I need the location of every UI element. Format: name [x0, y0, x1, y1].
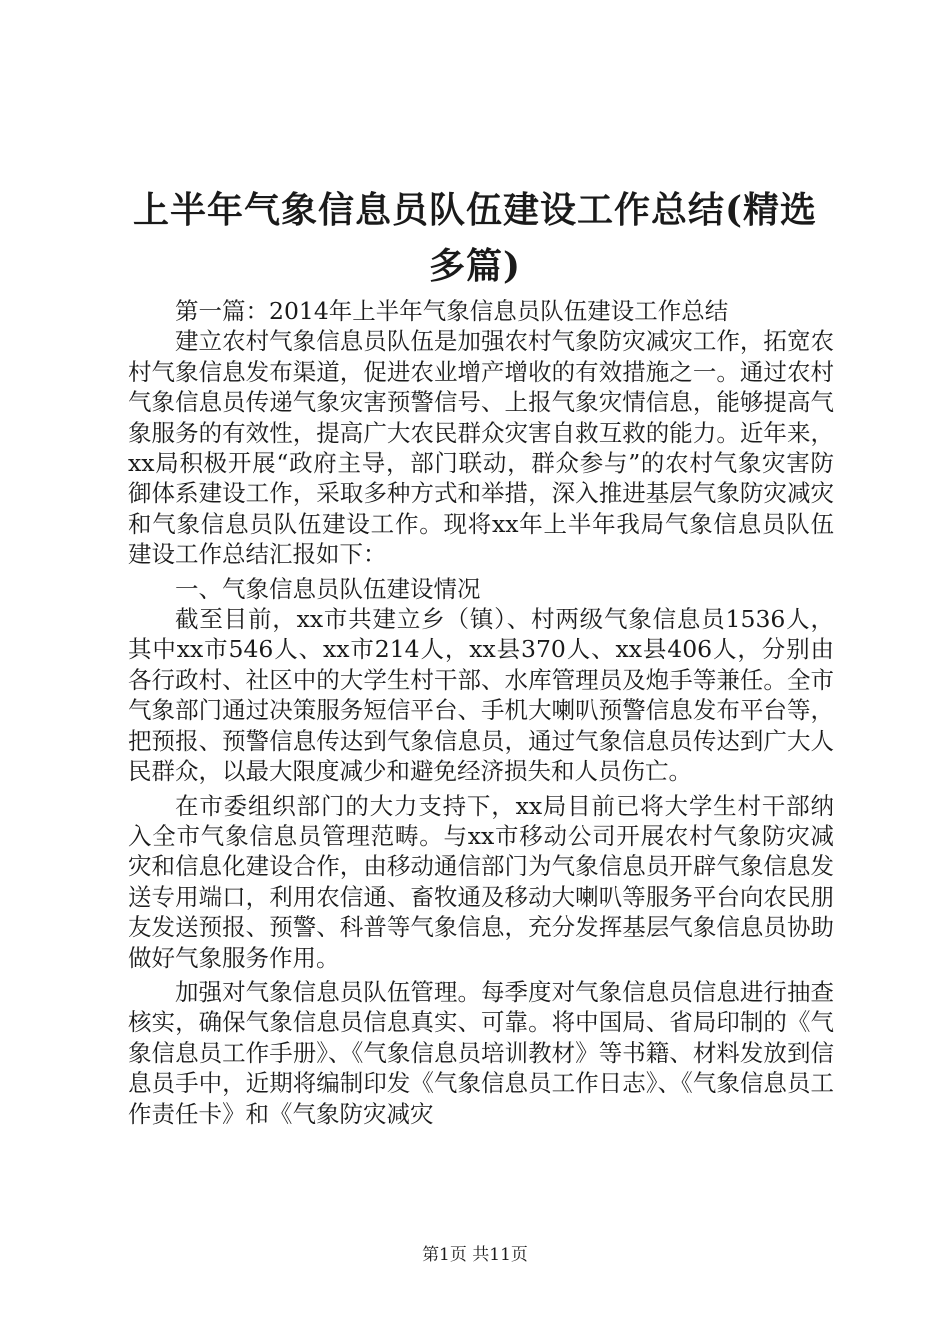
- document-title: 上半年气象信息员队伍建设工作总结(精选多篇): [132, 189, 818, 287]
- section-heading-part-one: 第一篇：2014年上半年气象信息员队伍建设工作总结: [175, 297, 729, 325]
- document-body: [128, 296, 834, 1133]
- paragraph-intro: 建立农村气象信息员队伍是加强农村气象防灾减灾工作，拓宽农村气象信息发布渠道，促进农业增产增收的有效措施之一。通过农村气象信息员传递气象灾害预警信号、上报气象灾情信息，能够提高气象服务的有效性，提高广大农民群众灾害自救互救的能力。近年来，xx局积极开展“政府主导，部门联动，群众参与”的农村气象灾害防御体系建设工作，采取多种方式和举措，深入推进基层气象防灾减灾和气象信息员队伍建设工作。现将xx年上半年我局气象信息员队伍建设工作总结汇报如下：: [128, 327, 834, 569]
- paragraph-management: 加强对气象信息员队伍管理。每季度对气象信息员信息进行抽查核实，确保气象信息员信息真实、可靠。将中国局、省局印制的《气象信息员工作手册》、《气象信息员培训教材》等书籍、材料发放到信息员手中，近期将编制印发《气象信息员工作日志》、《气象信息员工作责任卡》和《气象防灾减灾: [128, 977, 834, 1128]
- section-heading-1: 一、气象信息员队伍建设情况: [175, 574, 481, 603]
- page-number-footer: 第1页 共11页: [422, 1245, 528, 1265]
- paragraph-cooperation: 在市委组织部门的大力支持下，xx局目前已将大学生村干部纳入全市气象信息员管理范畴。与xx市移动公司开展农村气象防灾减灾和信息化建设合作，由移动通信部门为气象信息员开辟气象信息发送专用端口，利用农信通、畜牧通及移动大喇叭等服务平台向农民朋友发送预报、预警、科普等气象信息，充分发挥基层气象信息员协助做好气象服务作用。: [128, 791, 834, 972]
- paragraph-current-status: 截至目前，xx市共建立乡（镇）、村两级气象信息员1536人，其中xx市546人、xx市214人，xx县370人、xx县406人，分别由各行政村、社区中的大学生村干部、水库管理员及炮手等兼任。全市气象部门通过决策服务短信平台、手机大喇叭预警信息发布平台等，把预报、预警信息传达到气象信息员，通过气象信息员传达到广大人民群众，以最大限度减少和避免经济损失和人员伤亡。: [128, 605, 834, 786]
